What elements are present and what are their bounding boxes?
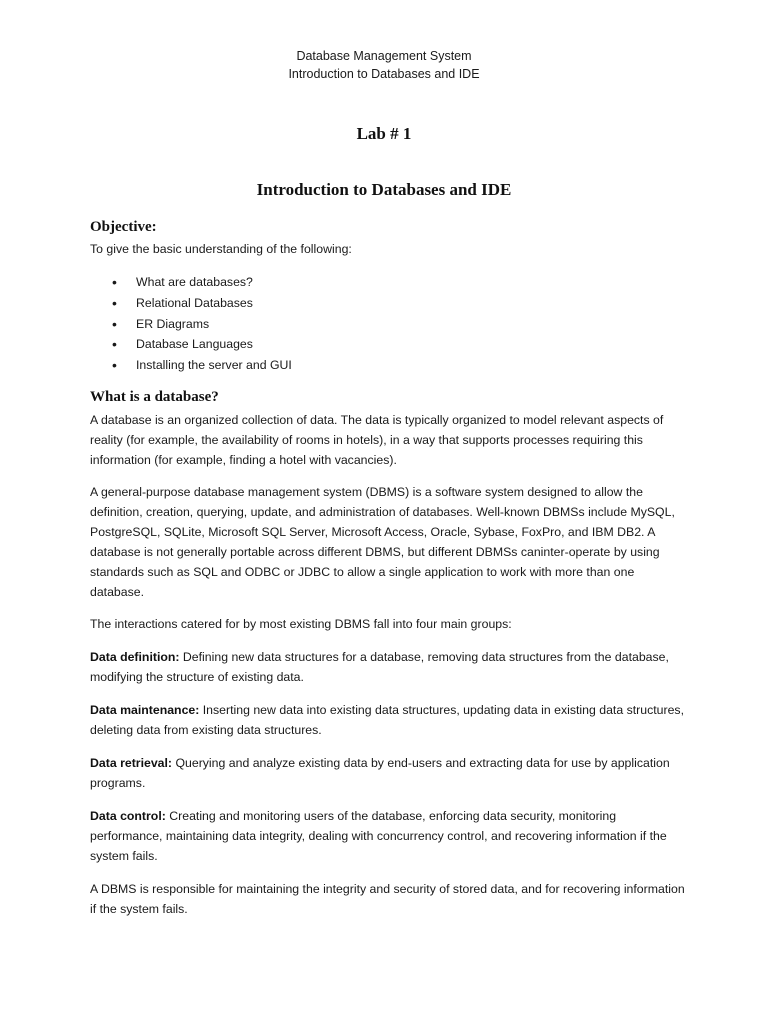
term-description: Creating and monitoring users of the database, enforcing data security, monitoring performance, maintaining data integrity, dealing with concurrency control, and recovering information if the system fails. — [90, 809, 667, 863]
what-is-database-heading: What is a database? — [90, 389, 219, 405]
data-retrieval-paragraph — [90, 753, 690, 793]
data-maintenance-paragraph — [90, 700, 690, 740]
objective-heading: Objective: — [90, 219, 157, 235]
term-description: Defining new data structures for a database, removing data structures from the database, modifying the structure of existing data. — [90, 650, 669, 684]
bullet-icon: • — [112, 357, 117, 374]
list-item: • Relational Databases — [90, 293, 690, 314]
term-label: Data definition: — [90, 650, 180, 664]
objective-list — [90, 272, 690, 376]
main-title: Introduction to Databases and IDE — [256, 180, 512, 199]
data-control-paragraph — [90, 806, 690, 866]
term-description: Querying and analyze existing data by end-users and extracting data for use by application programs. — [90, 756, 670, 790]
bullet-icon: • — [112, 294, 117, 311]
paragraph-dbms-responsibility: A DBMS is responsible for maintaining the integrity and security of stored data, and for recovering information if the system fails. — [90, 882, 685, 916]
list-item: • Installing the server and GUI — [90, 355, 690, 376]
list-item: • What are databases? — [90, 272, 690, 293]
term-label: Data retrieval: — [90, 756, 173, 770]
document-header — [0, 47, 768, 83]
objective-intro: To give the basic understanding of the following: — [90, 242, 352, 256]
list-item: • ER Diagrams — [90, 314, 690, 335]
bullet-icon: • — [112, 315, 117, 332]
term-description: Inserting new data into existing data structures, updating data in existing data structures, deleting data from existing data structures. — [90, 703, 684, 737]
data-definition-paragraph — [90, 647, 690, 687]
header-course-title: Database Management System — [296, 49, 472, 63]
term-label: Data control: — [90, 809, 166, 823]
header-lab-subtitle: Introduction to Databases and IDE — [288, 67, 480, 81]
paragraph-dbms: A general-purpose database management system (DBMS) is a software system designed to allow the definition, creation, querying, update, and administration of databases. Well-known DBMSs include MySQL, PostgreSQL, SQLite, Microsoft SQL Server, Microsoft Access, Oracle, Sybase, FoxPro, and IBM DB2. A database is not generally portable across different DBMS, but different DBMSs caninter-operate by using standards such as SQL and ODBC or JDBC to allow a single application to work with more than one database. — [90, 485, 675, 599]
paragraph-interactions: The interactions catered for by most existing DBMS fall into four main groups: — [90, 617, 512, 631]
bullet-icon: • — [112, 274, 117, 290]
list-item: • Database Languages — [90, 334, 690, 355]
term-label: Data maintenance: — [90, 703, 200, 717]
paragraph-definition: A database is an organized collection of data. The data is typically organized to model relevant aspects of reality (for example, the availability of rooms in hotels), in a way that supports processes requiring this information (for example, finding a hotel with vacancies). — [90, 413, 664, 467]
bullet-icon: • — [112, 336, 117, 353]
lab-number-title: Lab # 1 — [356, 124, 412, 143]
